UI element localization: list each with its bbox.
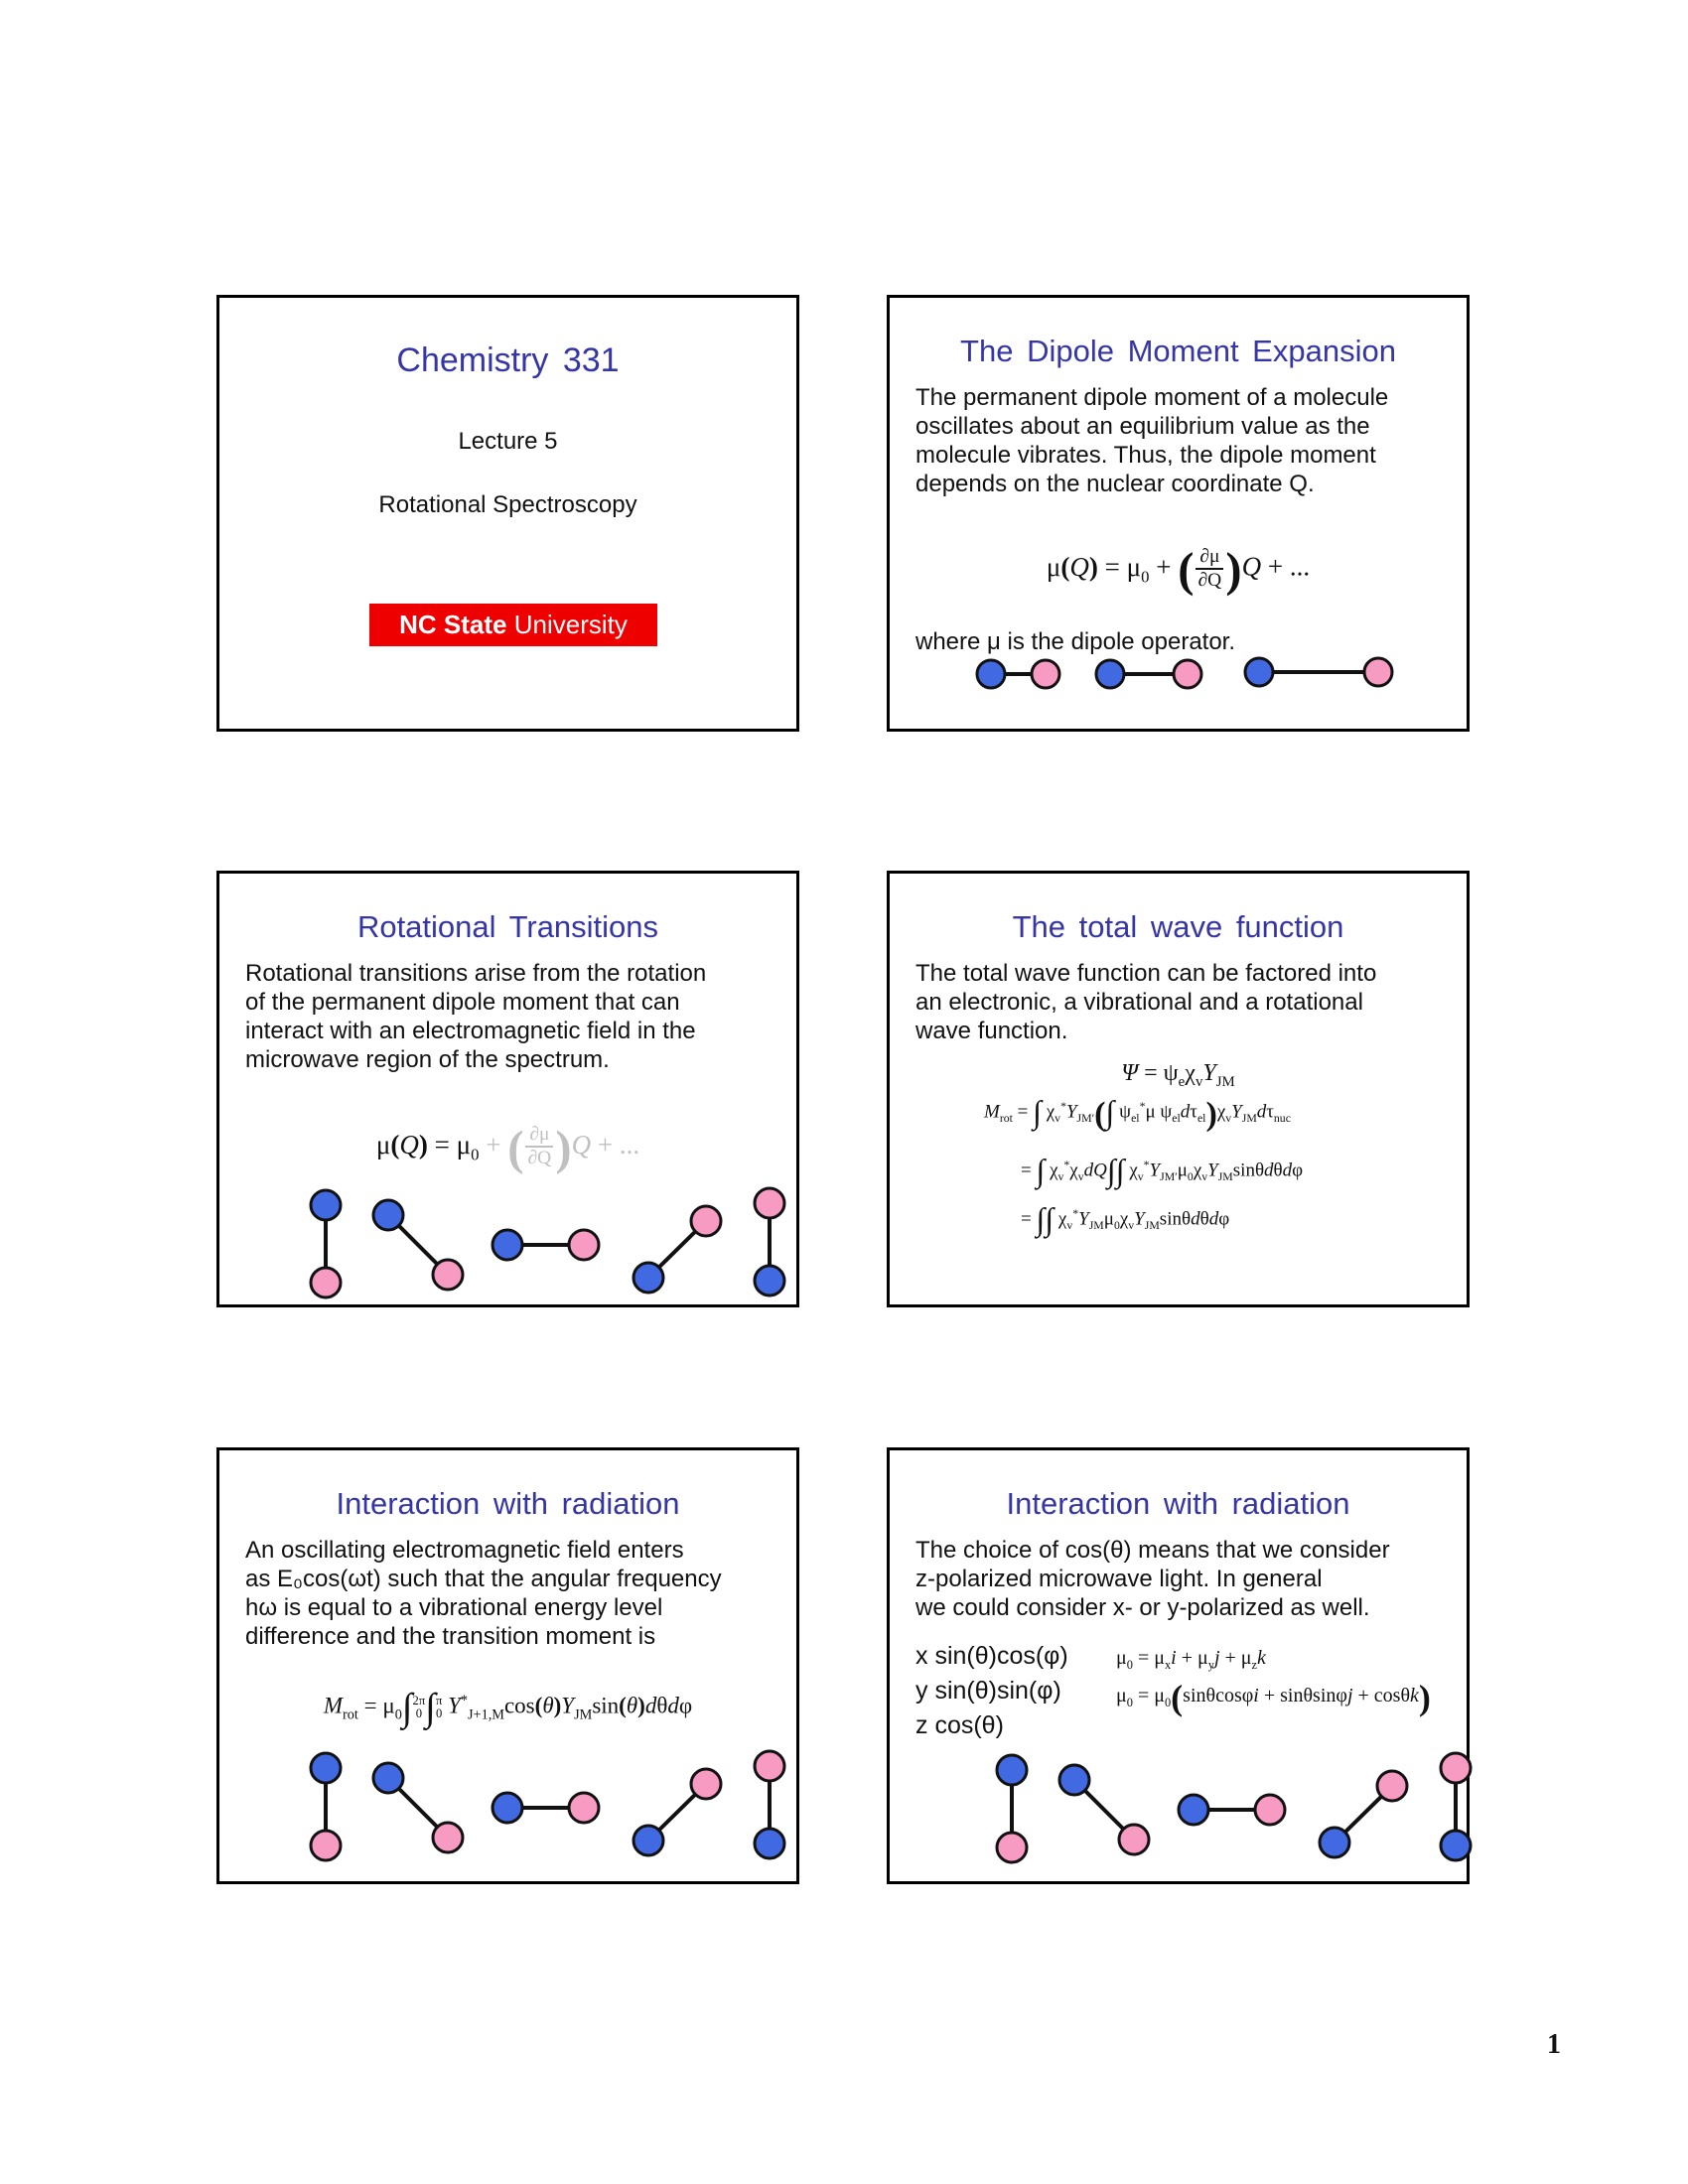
body-line: An oscillating electromagnetic field enters xyxy=(245,1537,684,1564)
diatomic-molecules-stretching-diagram xyxy=(961,643,1408,705)
rotating-molecules-diagram xyxy=(261,1183,797,1310)
rotating-molecules-diagram xyxy=(261,1746,797,1873)
body-line: wave function. xyxy=(915,1018,1068,1044)
slide-interaction-with-radiation-2 xyxy=(887,1447,1470,1884)
formula-lhs: $\mu(Q) = \mu_0$ + xyxy=(1046,551,1179,586)
transition-moment-eq-line-2: = ∫ $\chi_v^*\chi_vdQ\int\int$ $\chi_v^*Y_{JM'}\mu_0\chi_vY_{JM}\sin\theta d\theta d\varphi$ xyxy=(1021,1153,1304,1189)
transition-moment-integral-formula: $M_{rot} = \mu_0\int$ 2π 0 ∫ π 0 $Y^*_{J+1,M}\cos(\theta)Y_{JM}\sin(\theta)d\theta d\varphi$ xyxy=(323,1686,693,1729)
transition-moment-eq-line-3: = ∫∫ $\chi_v^*Y_{JM}\mu_0\chi_vY_{JM}\sin\theta d\theta d\varphi$ xyxy=(1021,1201,1230,1238)
formula-grey-part: + ( $\frac{\partial\mu}{\partial Q}$ )Q + ... xyxy=(479,1121,640,1175)
slide-title: Rotational Transitions xyxy=(356,909,659,944)
course-title: Chemistry 331 xyxy=(396,341,620,379)
body-line: as E₀cos(ωt) such that the angular frequency xyxy=(245,1566,722,1592)
polarization-y: y sin(θ)sin(φ) xyxy=(915,1677,1061,1705)
body-line: difference and the transition moment is xyxy=(245,1623,656,1650)
body-line: we could consider x- or y-polarized as well. xyxy=(915,1594,1370,1621)
dipole-vector-eq-1: $\mu_0 = \mu_xi + \mu_yj + \mu_zk$ xyxy=(1116,1647,1266,1672)
body-line: interact with an electromagnetic field in the xyxy=(245,1018,696,1044)
lecture-number: Lecture 5 xyxy=(458,428,558,455)
partial-derivative-fraction: $\frac{\partial\mu}{\partial Q}$ xyxy=(1196,546,1223,593)
slide-rotational-transitions xyxy=(216,871,799,1307)
formula-rhs: Q + ... xyxy=(1241,551,1311,582)
body-line: an electronic, a vibrational and a rotational xyxy=(915,989,1363,1016)
body-line: of the permanent dipole moment that can xyxy=(245,989,680,1016)
slide-title: The Dipole Moment Expansion xyxy=(960,334,1396,368)
dipole-expansion-formula-greyed xyxy=(219,1121,796,1175)
body-line: oscillates about an equilibrium value as the xyxy=(915,413,1370,440)
slide-interaction-with-radiation-1 xyxy=(216,1447,799,1884)
formula-black-part: $\mu(Q) = \mu_0$ xyxy=(375,1129,480,1163)
body-line: z-polarized microwave light. In general xyxy=(915,1566,1323,1592)
slide-total-wave-function xyxy=(887,871,1470,1307)
slide-body xyxy=(245,1536,771,1651)
body-line: The permanent dipole moment of a molecule xyxy=(915,384,1389,411)
body-line: microwave region of the spectrum. xyxy=(245,1046,610,1073)
partial-derivative-fraction: $\frac{\partial\mu}{\partial Q}$ xyxy=(525,1124,553,1170)
body-line: The total wave function can be factored into xyxy=(915,960,1377,987)
body-line: The choice of cos(θ) means that we consider xyxy=(915,1537,1390,1564)
nc-state-banner xyxy=(369,604,657,646)
body-line: hω is equal to a vibrational energy level xyxy=(245,1594,663,1621)
slide-title: Interaction with radiation xyxy=(336,1486,680,1521)
formula-caption: where μ is the dipole operator. xyxy=(915,628,1236,655)
body-line: depends on the nuclear coordinate Q. xyxy=(915,471,1315,497)
polarization-x: x sin(θ)cos(φ) xyxy=(915,1642,1068,1670)
slide-title: Interaction with radiation xyxy=(1006,1486,1350,1521)
slide-body xyxy=(915,1536,1441,1622)
dipole-expansion-formula xyxy=(890,543,1467,598)
banner-regular-text: University xyxy=(506,610,628,639)
slide-title: The total wave function xyxy=(1012,909,1344,944)
lecture-topic: Rotational Spectroscopy xyxy=(378,491,637,518)
transition-moment-eq-line-1: $M_{rot}$ = ∫ $\chi_v^*Y_{JM'}(\int$ $\psi_{el}^*\mu$ $\psi_{el}d\tau_{el})\chi_vY_{JM}d\tau_{nuc}$ xyxy=(984,1094,1291,1133)
body-line: Rotational transitions arise from the rotation xyxy=(245,960,707,987)
slide-dipole-moment-expansion xyxy=(887,295,1470,732)
rotating-molecules-diagram xyxy=(947,1748,1483,1875)
banner-bold-text: NC State xyxy=(399,610,507,639)
slide-body xyxy=(915,383,1441,498)
polarization-list xyxy=(915,1639,1068,1743)
big-paren-right: ) xyxy=(555,1121,572,1175)
big-paren-left: ( xyxy=(1178,543,1195,598)
total-wavefunction-formula: $\Psi = \psi_e\chi_vY_{JM}$ xyxy=(1121,1060,1235,1090)
slide-body xyxy=(245,959,771,1074)
big-paren-right: ) xyxy=(1225,543,1242,598)
polarization-z: z cos(θ) xyxy=(915,1711,1004,1739)
big-paren-left: ( xyxy=(507,1121,524,1175)
dipole-vector-eq-2: $\mu_0 = \mu_0(\sin\theta\cos\varphi i + \sin\theta\sin\varphi j + \cos\theta k)$ xyxy=(1116,1677,1431,1717)
body-line: molecule vibrates. Thus, the dipole moment xyxy=(915,442,1376,469)
page-number: 1 xyxy=(1547,2029,1561,2060)
slide-body xyxy=(915,959,1441,1045)
slide-title-card xyxy=(216,295,799,732)
